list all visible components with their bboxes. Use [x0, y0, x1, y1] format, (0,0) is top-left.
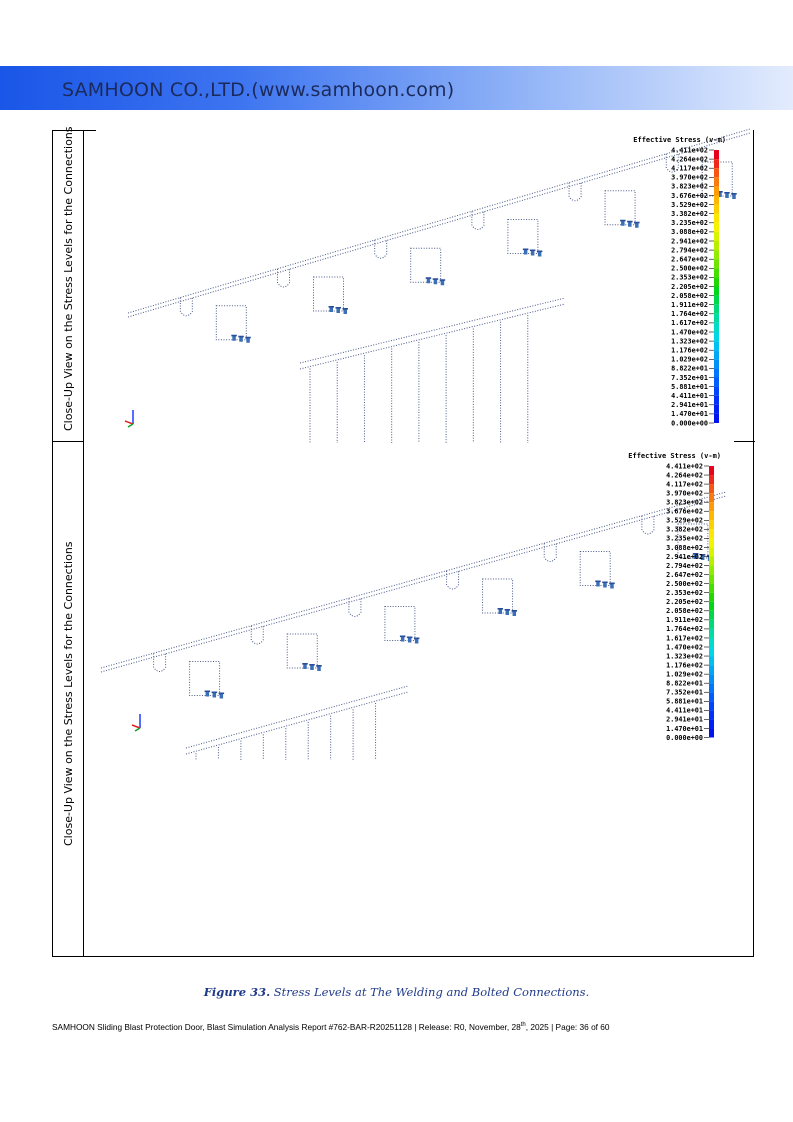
legend-label: 1.029e+02: [671, 355, 708, 364]
bolt: [401, 637, 405, 642]
legend-label: 1.911e+02: [671, 301, 708, 309]
legend-swatch: [714, 268, 719, 277]
legend-label: 1.470e+01: [671, 410, 708, 419]
connection-plate: [580, 552, 610, 586]
legend-swatch: [709, 638, 714, 647]
bolt-head: [231, 335, 237, 337]
hanger-loop: [349, 599, 361, 617]
bolt: [610, 584, 614, 589]
bolt-head: [537, 251, 543, 253]
bolt-head: [440, 279, 446, 281]
bolt-head: [238, 336, 244, 338]
connection-plate: [190, 662, 220, 696]
bolt-head: [212, 692, 218, 694]
legend-label: 1.176e+02: [671, 346, 708, 355]
legend-swatch: [714, 214, 719, 223]
legend-label: 4.117e+02: [671, 164, 708, 173]
legend-label: 1.617e+02: [666, 634, 703, 643]
legend-swatch: [714, 305, 719, 314]
hanger-loop: [154, 654, 166, 672]
connection-plate: [483, 579, 513, 613]
bolt-head: [505, 609, 511, 611]
legend-swatch: [709, 728, 714, 737]
legend-label: 2.941e+02: [671, 237, 708, 246]
legend-label: 2.941e+02: [666, 552, 703, 561]
figure-caption: [0, 985, 793, 999]
legend-label: 0.000e+00: [671, 419, 708, 428]
legend-label: 3.382e+02: [666, 525, 703, 534]
bolt: [415, 639, 419, 644]
axis-y: [135, 728, 140, 731]
legend-swatch: [714, 150, 719, 159]
stress-legend: [633, 136, 726, 427]
bolt-head: [523, 249, 529, 251]
row-label-1: Close-Up View on the Stress Levels for the Connections: [62, 126, 75, 431]
legend-label: 1.470e+02: [671, 328, 708, 337]
connection-plate: [314, 277, 344, 311]
row-label-2: Close-Up View on the Stress Levels for the Connections: [62, 541, 75, 846]
legend-swatch: [714, 277, 719, 286]
bolt-head: [627, 221, 633, 223]
legend-swatch: [714, 323, 719, 332]
bolt-head: [426, 277, 432, 279]
legend-label: 2.205e+02: [671, 282, 708, 291]
legend-label: 2.353e+02: [671, 273, 708, 282]
simulation-image-top: [100, 128, 750, 443]
legend-label: 3.529e+02: [666, 516, 703, 525]
row-divider: [53, 441, 83, 442]
legend-label: 2.647e+02: [666, 570, 703, 579]
legend-label: 1.911e+02: [666, 616, 703, 625]
connection-plate: [287, 634, 317, 668]
bolt: [246, 338, 250, 343]
legend-swatch: [709, 665, 714, 674]
bolt: [344, 309, 348, 314]
legend-swatch: [714, 205, 719, 214]
simulation-image-bottom: [96, 448, 750, 760]
page-footer: [52, 1022, 610, 1032]
legend-swatch: [714, 177, 719, 186]
legend-label: 3.529e+02: [671, 200, 708, 209]
legend-label: 3.823e+02: [666, 498, 703, 507]
legend-swatch: [709, 719, 714, 728]
bolt: [337, 308, 341, 313]
footer-superscript: th: [520, 1022, 526, 1029]
legend-swatch: [709, 520, 714, 529]
bolt-head: [634, 222, 640, 224]
bolt-head: [498, 608, 504, 610]
legend-label: 4.411e+01: [671, 392, 708, 400]
legend-swatch: [709, 557, 714, 566]
legend-swatch: [714, 186, 719, 195]
legend-swatch: [714, 378, 719, 387]
bolt-head: [245, 337, 251, 339]
legend-label: 1.470e+02: [666, 643, 703, 652]
legend-swatch: [709, 647, 714, 656]
legend-label: 2.500e+02: [671, 264, 708, 273]
hanger-loop: [180, 298, 192, 316]
legend-label: 3.970e+02: [666, 489, 703, 498]
legend-label: 2.941e+01: [671, 401, 708, 410]
legend-swatch: [709, 620, 714, 629]
axis-x: [132, 725, 140, 728]
legend-label: 2.941e+01: [666, 715, 703, 724]
legend-title: Effective Stress (v-m): [628, 452, 721, 460]
legend-label: 1.764e+02: [671, 310, 708, 319]
bolt: [635, 223, 639, 228]
legend-swatch: [714, 332, 719, 341]
legend-label: 7.352e+01: [671, 373, 708, 382]
legend-swatch: [709, 692, 714, 701]
legend-label: 3.970e+02: [671, 173, 708, 182]
legend-swatch: [714, 387, 719, 396]
legend-swatch: [709, 683, 714, 692]
legend-swatch: [714, 159, 719, 168]
bolt: [232, 336, 236, 341]
legend-swatch: [709, 475, 714, 484]
top-rail: [128, 129, 750, 313]
top-rail-lower: [128, 133, 750, 317]
legend-swatch: [714, 396, 719, 405]
connection-plate: [385, 607, 415, 641]
connection-plate: [411, 248, 441, 282]
bolt-head: [620, 220, 626, 222]
bolt: [538, 252, 542, 257]
bolt: [506, 610, 510, 615]
column-divider: [83, 130, 84, 956]
legend-swatch: [714, 405, 719, 414]
legend-swatch: [714, 232, 719, 241]
legend-label: 4.411e+02: [666, 462, 703, 471]
structure-mesh: [128, 129, 750, 443]
bolt-head: [309, 664, 315, 666]
legend-swatch: [709, 710, 714, 719]
legend-swatch: [709, 575, 714, 584]
bolt-head: [336, 307, 342, 309]
hanger-loop: [472, 212, 484, 230]
legend-label: 8.822e+01: [666, 679, 703, 688]
legend-swatch: [709, 538, 714, 547]
legend-swatch: [714, 368, 719, 377]
bolt-head: [433, 278, 439, 280]
legend-swatch: [709, 629, 714, 638]
bolt: [499, 609, 503, 614]
bolt-head: [219, 693, 225, 695]
axis-y: [128, 424, 133, 427]
legend-swatch: [714, 196, 719, 205]
legend-label: 5.881e+01: [666, 697, 703, 706]
bolt-head: [316, 665, 322, 667]
footer-page: , 2025 | Page: 36 of 60: [525, 1022, 610, 1032]
bolt: [317, 666, 321, 671]
legend-label: 3.676e+02: [671, 191, 708, 200]
legend-swatch: [709, 484, 714, 493]
legend-swatch: [714, 414, 719, 423]
hanger-loop: [544, 544, 556, 562]
legend-swatch: [709, 701, 714, 710]
legend-swatch: [714, 259, 719, 268]
legend-label: 4.264e+02: [671, 155, 708, 164]
legend-label: 3.382e+02: [671, 210, 708, 218]
legend-label: 0.000e+00: [666, 733, 703, 742]
bolt-head: [512, 610, 518, 612]
stress-legend: [628, 452, 721, 742]
legend-label: 7.352e+01: [666, 688, 703, 697]
legend-swatch: [709, 611, 714, 620]
legend-swatch: [709, 529, 714, 538]
door-top-edge-2: [300, 304, 565, 369]
bolt: [434, 279, 438, 284]
legend-label: 1.323e+02: [666, 652, 703, 661]
axis-triad: [132, 714, 140, 731]
bolt-head: [329, 306, 335, 308]
bolt: [206, 692, 210, 697]
bolt: [732, 194, 736, 199]
bolt-head: [595, 581, 601, 583]
top-rail-lower: [101, 496, 726, 672]
bolt: [531, 251, 535, 256]
legend-swatch: [714, 359, 719, 368]
legend-title: Effective Stress (v-m): [633, 136, 726, 144]
legend-label: 2.647e+02: [671, 255, 708, 264]
caption-text: Stress Levels at The Welding and Bolted Connections.: [270, 985, 590, 999]
legend-swatch: [714, 350, 719, 359]
bolt: [408, 638, 412, 643]
bolt: [239, 337, 243, 342]
legend-swatch: [709, 584, 714, 593]
legend-label: 3.235e+02: [666, 534, 703, 543]
hanger-loop: [278, 269, 290, 287]
legend-label: 4.117e+02: [666, 480, 703, 489]
bolt-head: [731, 193, 737, 195]
hanger-loop: [375, 240, 387, 258]
bolt-head: [609, 583, 615, 585]
legend-label: 1.470e+01: [666, 724, 703, 733]
legend-swatch: [714, 223, 719, 232]
legend-swatch: [709, 511, 714, 520]
legend-label: 4.411e+02: [671, 146, 708, 155]
legend-label: 3.676e+02: [666, 507, 703, 516]
hanger-loop: [447, 571, 459, 589]
legend-swatch: [714, 314, 719, 323]
legend-label: 3.088e+02: [671, 228, 708, 237]
legend-label: 2.353e+02: [666, 589, 703, 597]
legend-label: 1.029e+02: [666, 670, 703, 679]
bolt: [427, 278, 431, 283]
figure-number: Figure 33.: [203, 985, 271, 999]
legend-label: 2.205e+02: [666, 598, 703, 607]
bolt: [628, 222, 632, 227]
bolt: [310, 665, 314, 670]
bolt: [213, 693, 217, 698]
bolt-head: [302, 663, 308, 665]
bolt: [513, 611, 517, 616]
door-top-edge: [186, 686, 408, 748]
structure-mesh: [101, 492, 726, 760]
legend-label: 3.235e+02: [671, 219, 708, 228]
legend-label: 1.323e+02: [671, 337, 708, 346]
bolt-head: [400, 636, 406, 638]
bolt: [621, 221, 625, 226]
legend-swatch: [709, 593, 714, 602]
bolt-head: [530, 250, 536, 252]
legend-swatch: [714, 241, 719, 250]
legend-swatch: [709, 547, 714, 556]
bolt: [725, 193, 729, 198]
legend-swatch: [714, 296, 719, 305]
bolt: [303, 664, 307, 669]
hanger-loop: [642, 516, 654, 534]
bolt-head: [602, 582, 608, 584]
connection-plate: [216, 306, 246, 340]
legend-label: 2.500e+02: [666, 579, 703, 588]
legend-swatch: [709, 602, 714, 611]
legend-label: 3.088e+02: [666, 543, 703, 552]
legend-label: 5.881e+01: [671, 382, 708, 391]
door-top-edge-2: [186, 692, 408, 754]
legend-swatch: [709, 466, 714, 475]
hanger-loop: [569, 183, 581, 201]
legend-swatch: [714, 341, 719, 350]
legend-label: 1.176e+02: [666, 661, 703, 670]
legend-swatch: [714, 168, 719, 177]
bolt: [441, 280, 445, 285]
legend-label: 2.794e+02: [671, 246, 708, 255]
bolt-head: [407, 637, 413, 639]
top-rail: [101, 492, 726, 668]
legend-swatch: [709, 493, 714, 502]
bolt-head: [343, 308, 349, 310]
legend-label: 3.823e+02: [671, 182, 708, 191]
legend-label: 4.264e+02: [666, 471, 703, 480]
legend-swatch: [709, 502, 714, 511]
bolt-head: [414, 638, 420, 640]
company-header: SAMHOON CO.,LTD.(www.samhoon.com): [62, 79, 455, 101]
connection-plate: [508, 220, 538, 254]
bolt-head: [724, 192, 730, 194]
bolt: [220, 694, 224, 699]
bolt: [524, 250, 528, 255]
legend-swatch: [709, 674, 714, 683]
legend-label: 8.822e+01: [671, 364, 708, 373]
axis-triad: [125, 410, 133, 427]
legend-swatch: [709, 566, 714, 575]
connection-plate: [605, 191, 635, 225]
legend-label: 4.411e+01: [666, 706, 703, 715]
legend-swatch: [714, 287, 719, 296]
bolt: [330, 307, 334, 312]
legend-label: 1.764e+02: [666, 625, 703, 634]
legend-label: 2.058e+02: [666, 607, 703, 616]
footer-text: SAMHOON Sliding Blast Protection Door, Blast Simulation Analysis Report #762-BAR-R20251128 | Release: R0, November, 28: [52, 1022, 521, 1032]
axis-x: [125, 421, 133, 424]
bolt: [596, 582, 600, 587]
legend-label: 1.617e+02: [671, 319, 708, 328]
legend-label: 2.058e+02: [671, 291, 708, 300]
legend-swatch: [709, 656, 714, 665]
legend-swatch: [714, 250, 719, 259]
bolt: [603, 583, 607, 588]
bolt-head: [205, 691, 211, 693]
legend-label: 2.794e+02: [666, 561, 703, 570]
hanger-loop: [251, 626, 263, 644]
